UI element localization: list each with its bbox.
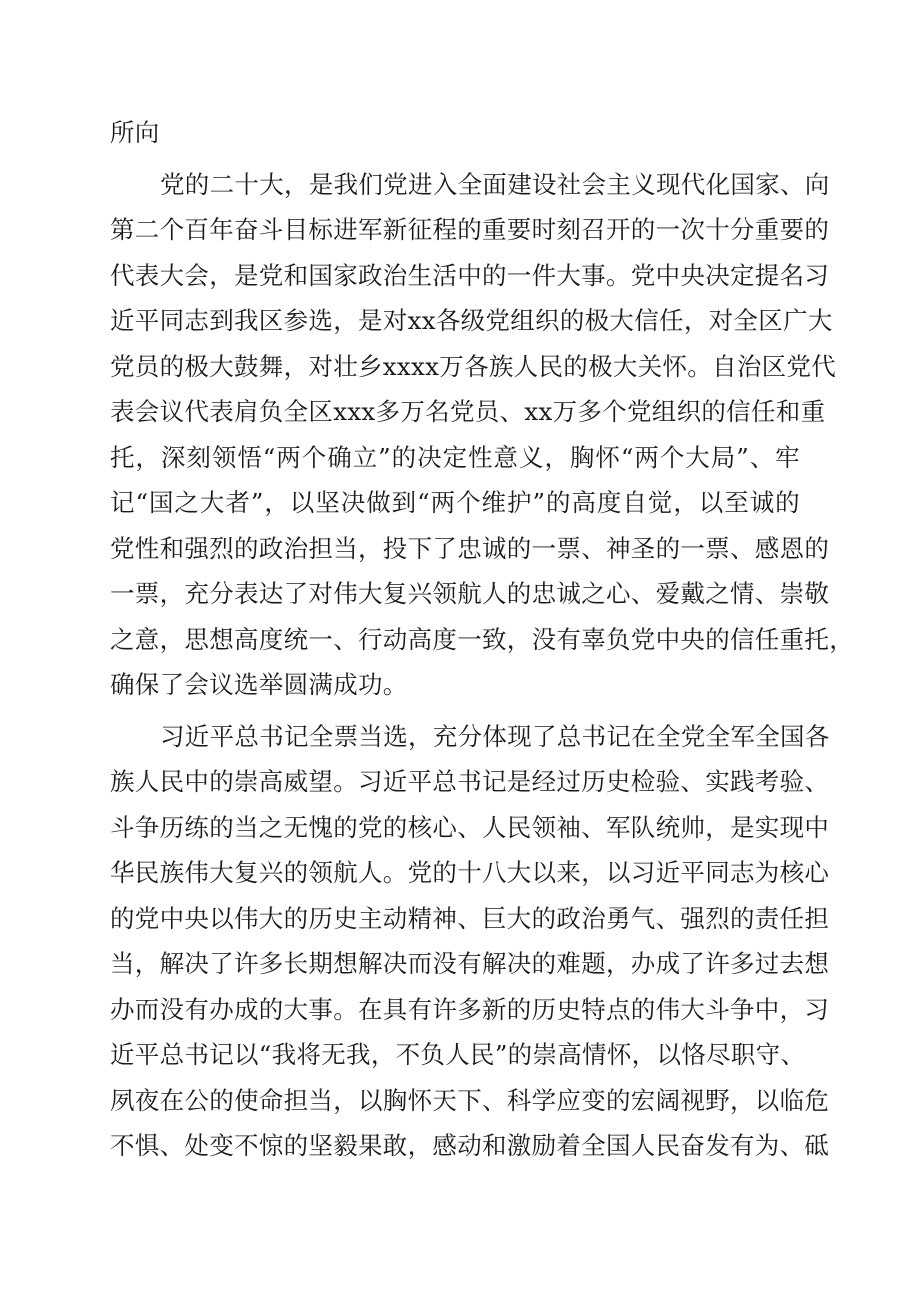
text-line: 表会议代表肩负全区xxx多万名党员、xx万多个党组织的信任和重 (110, 397, 826, 426)
text-line: 近平总书记以“我将无我，不负人民”的崇高情怀，以恪尽职守、 (110, 1040, 806, 1069)
text-line: 所向 (110, 118, 160, 147)
text-line: 不惧、处变不惊的坚毅果敢，感动和激励着全国人民奋发有为、砥 (110, 1131, 830, 1160)
text-line: 党员的极大鼓舞，对壮乡xxxx万各族人民的极大关怀。自治区党代 (110, 351, 837, 381)
text-line: 党性和强烈的政治担当，投下了忠诚的一票、神圣的一票、感恩的 (110, 533, 830, 563)
text-line: 近平同志到我区参选，是对xx各级党组织的极大信任，对全区广大 (110, 306, 833, 335)
text-line: 华民族伟大复兴的领航人。党的十八大以来，以习近平同志为核心 (110, 858, 830, 887)
text-line: 之意，思想高度统一、行动高度一致，没有辜负党中央的信任重托， (110, 624, 854, 654)
text-line: 族人民中的崇高威望。习近平总书记是经过历史检验、实践考验、 (110, 767, 830, 796)
text-line: 代表大会，是党和国家政治生活中的一件大事。党中央决定提名习 (110, 260, 830, 290)
paragraph-1 (110, 162, 854, 708)
text-line: 办而没有办成的大事。在具有许多新的历史特点的伟大斗争中，习 (110, 994, 830, 1024)
text-line: 记“国之大者”，以坚决做到“两个维护”的高度自觉，以至诚的 (110, 488, 800, 517)
text-line: 确保了会议选举圆满成功。 (110, 670, 408, 699)
text-line: 斗争历练的当之无愧的党的核心、人民领袖、军队统帅，是实现中 (110, 812, 830, 842)
text-line: 当，解决了许多长期想解决而没有解决的难题，办成了许多过去想 (110, 949, 830, 978)
text-line: 一票，充分表达了对伟大复兴领航人的忠诚之心、爱戴之情、崇敬 (110, 579, 830, 608)
document-body (110, 110, 854, 1169)
text-line: 的党中央以伟大的历史主动精神、巨大的政治勇气、强烈的责任担 (110, 903, 830, 933)
paragraph-2 (110, 714, 830, 1169)
paragraph-fragment (110, 110, 800, 156)
text-line: 习近平总书记全票当选，充分体现了总书记在全党全军全国各 (160, 721, 830, 751)
text-line: 党的二十大，是我们党进入全面建设社会主义现代化国家、向 (160, 169, 830, 199)
text-line: 托，深刻领悟“两个确立”的决定性意义，胸怀“两个大局”、牢 (110, 442, 800, 472)
text-line: 第二个百年奋斗目标进军新征程的重要时刻召开的一次十分重要的 (110, 215, 830, 244)
text-line: 夙夜在公的使命担当，以胸怀天下、科学应变的宏阔视野，以临危 (110, 1085, 830, 1115)
